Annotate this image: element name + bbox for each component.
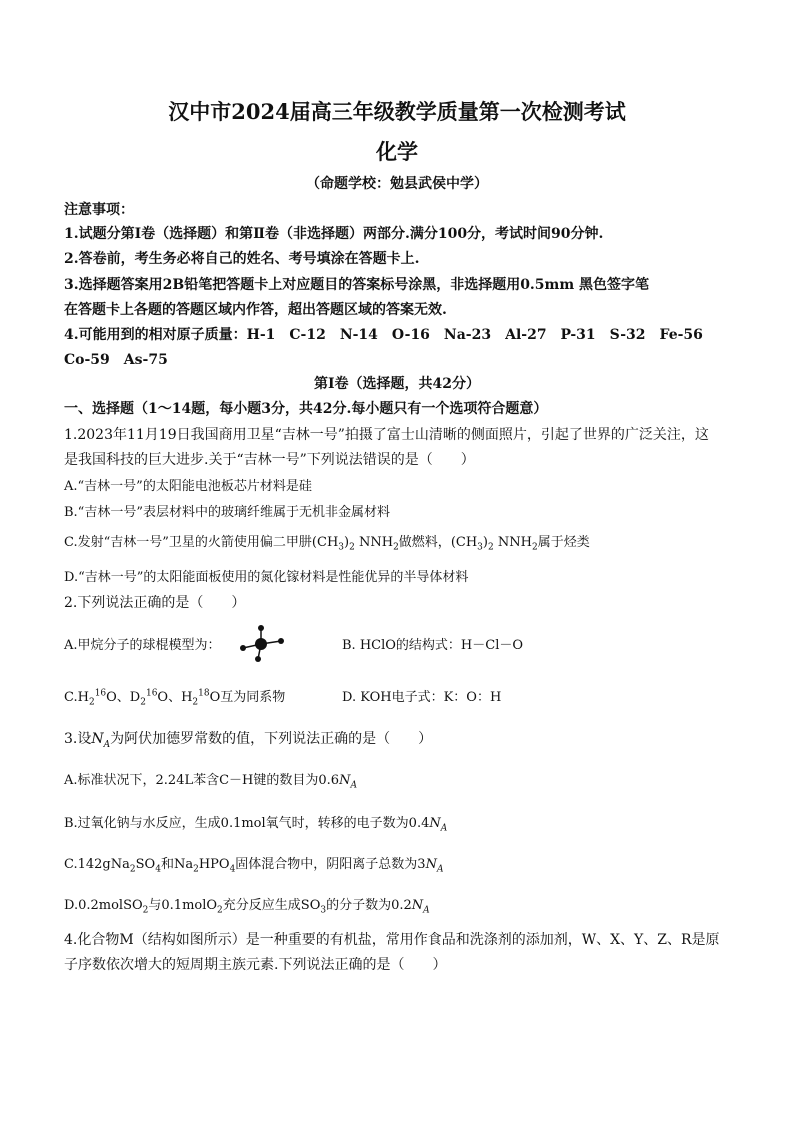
q3-a-text: A.标准状况下，2.24L苯含C－H键的数目为0.6 — [64, 773, 340, 788]
q1-stem-a: 1.2023年11月19日我国商用卫星“吉林一号”拍摄了富士山清晰的侧面照片，引起了世界的广泛关注，这 — [64, 427, 709, 443]
q2-option-a: A.甲烷分子的球棍模型为： — [64, 638, 221, 653]
q2-option-d: D. KOH电子式：K：O：H — [342, 690, 502, 705]
exam-title: 汉中市2024届高三年级教学质量第一次检测考试 — [168, 99, 626, 124]
q1-c-text-post: 属于烃类 — [537, 535, 590, 550]
methane-ball-stick-model — [236, 623, 290, 663]
q1-c-text-mid: 做燃料， — [398, 535, 451, 550]
note-4b: Co-59 As-75 — [64, 352, 168, 368]
q2-c-text: 互为同系物 — [220, 690, 286, 705]
q1-option-a: A.“吉林一号”的太阳能电池板芯片材料是硅 — [64, 479, 312, 494]
q3-stem — [64, 728, 432, 750]
q3-stem-post: 为阿伏加德罗常数的值，下列说法正确的是（ ） — [110, 731, 433, 747]
school-line: （命题学校：勉县武侯中学） — [306, 176, 488, 192]
symbol-na: $N_A$ — [411, 898, 430, 916]
q1-c-text-pre: C.发射“吉林一号”卫星的火箭使用偏二甲肼 — [64, 535, 312, 550]
q3-option-b — [64, 812, 447, 834]
q2-option-c — [64, 686, 285, 708]
symbol-na: $N_A$ — [425, 857, 444, 875]
q3-c-formulas: $C.142gNa_2SO_4$和$Na_2HPO_4$ — [64, 857, 236, 875]
q2-stem: 2.下列说法正确的是（ ） — [64, 595, 246, 611]
q3-option-c — [64, 853, 443, 875]
symbol-na: $N_A$ — [339, 773, 357, 791]
note-1: 1.试题分第Ⅰ卷（选择题）和第Ⅱ卷（非选择题）两部分.满分100分，考试时间90分钟. — [64, 226, 604, 242]
q1-option-b: B.“吉林一号”表层材料中的玻璃纤维属于无机非金属材料 — [64, 505, 390, 520]
q3-d-text-mid: 充分反应生成 — [222, 898, 301, 913]
formula-udmh-2: $(CH_3)_2$ $NNH_2$ — [450, 535, 538, 553]
formula-so3: $SO_3$ — [300, 898, 327, 916]
water-isotope-formulas: $C.H_2^{16}O$、$D_2^{16}O$、$H_2^{18}O$ — [64, 688, 221, 708]
section-heading: 一、选择题（1～14题，每小题3分，共42分.每小题只有一个选项符合题意） — [64, 401, 548, 417]
q3-d-text-post: 的分子数为0.2 — [326, 898, 412, 913]
q4-stem-b: 子序数依次增大的短周期主族元素.下列说法正确的是（ ） — [64, 957, 447, 973]
note-4a: 4.可能用到的相对原子质量：H-1 C-12 N-14 O-16 Na-23 Al-27 P-31 S-32 Fe-56 — [64, 327, 703, 343]
formula-udmh-1: $(CH_3)_2$ $NNH_2$ — [311, 535, 399, 553]
q3-b-text: B.过氧化钠与水反应，生成0.1mol氧气时，转移的电子数为0.4 — [64, 816, 430, 831]
note-2: 2.答卷前，考生务必将自己的姓名、考号填涂在答题卡上. — [64, 251, 420, 267]
symbol-na: $N_A$ — [429, 816, 448, 834]
part1-heading: 第Ⅰ卷（选择题，共42分） — [313, 376, 481, 392]
note-3b: 在答题卡上各题的答题区域内作答，超出答题区域的答案无效. — [64, 302, 447, 318]
q3-c-text: 固体混合物中，阴阳离子总数为3 — [235, 857, 426, 872]
notes-heading: 注意事项： — [64, 202, 134, 218]
symbol-na: $N_A$ — [91, 731, 111, 750]
q3-stem-pre: 3.设 — [64, 731, 92, 747]
q3-option-a — [64, 769, 357, 791]
q3-d-formulas: D.0.2molSO$_2$与0.1molO$_2$ — [64, 898, 223, 916]
q4-stem-a: 4.化合物M（结构如图所示）是一种重要的有机盐，常用作食品和洗涤剂的添加剂，W、X、Y、Z、R是原 — [64, 932, 720, 948]
q1-stem-b: 是我国科技的巨大进步.关于“吉林一号”下列说法错误的是（ ） — [64, 452, 475, 468]
q3-option-d — [64, 894, 430, 916]
note-3a: 3.选择题答案用2B铅笔把答题卡上对应题目的答案标号涂黑，非选择题用0.5mm 黑色签字笔 — [64, 277, 650, 293]
q1-option-c — [64, 531, 590, 553]
subject-title: 化学 — [376, 139, 418, 164]
q1-option-d: D.“吉林一号”的太阳能面板使用的氮化镓材料是性能优异的半导体材料 — [64, 570, 469, 585]
q2-option-b: B. HClO的结构式：H－Cl－O — [342, 638, 524, 653]
